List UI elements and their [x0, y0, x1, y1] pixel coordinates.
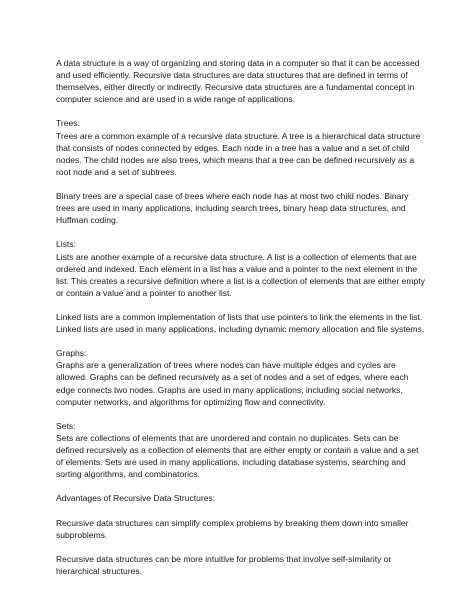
spacer: [56, 541, 426, 553]
lists-heading: Lists:: [56, 239, 76, 250]
spacer: [56, 299, 426, 311]
spacer: [56, 105, 426, 117]
spacer: [56, 504, 426, 516]
binary-trees-paragraph: Binary trees are a special case of trees where each node has at most two child nodes. Binary trees are used in many applications, including search trees, binary heap data structures, and Huffman coding.: [56, 191, 409, 226]
intro-paragraph: A data structure is a way of organizing and storing data in a computer so that it can be accessed and used efficiently. Recursive data structures are data structures that are defined in terms of themselves, either directly or indirectly. Recursive data structures are a fundamental concept in computer science and are used in a wide range of applications.: [56, 58, 420, 105]
spacer: [56, 480, 426, 492]
lists-paragraph: Lists are another example of a recursive data structure. A list is a collection of elements that are ordered and indexed. Each element in a list has a value and a pointer to the next element in the list. This creates a recursive definition where a list is a collection of elements that are either empty or contain a value and a pointer to another list.: [56, 251, 425, 298]
sets-heading: Sets:: [56, 420, 76, 431]
graphs-heading: Graphs:: [56, 348, 87, 359]
document-body: [56, 57, 426, 577]
spacer: [56, 408, 426, 420]
advantages-heading: Advantages of Recursive Data Structures:: [56, 493, 216, 504]
spacer: [56, 335, 426, 347]
spacer: [56, 226, 426, 238]
spacer: [56, 178, 426, 190]
sets-paragraph: Sets are collections of elements that are unordered and contain no duplicates. Sets can be defined recursively as a collection of elements that are either empty or contain a value and a set of elements. Sets are used in many applications, including database systems, searching and sorting algorithms, and combinatorics.: [56, 432, 419, 480]
advantages-paragraph-2: Recursive data structures can be more intuitive for problems that involve self-similarity or hierarchical structures.: [56, 553, 392, 576]
trees-paragraph: Trees are a common example of a recursive data structure. A tree is a hierarchical data structure that consists of nodes connected by edges. Each node in a tree has a value and a set of child nodes. The child nodes are also trees, which means that a tree can be defined recursively as a root node and a set of subtrees.: [56, 130, 421, 177]
advantages-paragraph-1: Recursive data structures can simplify complex problems by breaking them down into smaller subproblems.: [56, 517, 409, 540]
linked-lists-paragraph: Linked lists are a common implementation of lists that use pointers to link the elements in the list. Linked lists are used in many applications, including dynamic memory allocation and file systems.: [56, 311, 425, 335]
trees-heading: Trees:: [56, 118, 80, 129]
graphs-paragraph: Graphs are a generalization of trees where nodes can have multiple edges and cycles are allowed. Graphs can be defined recursively as a set of nodes and a set of edges, where each edge connects two nodes. Graphs are used in many applications, including social networks, computer networks, and algorithms for optimizing flow and connectivity.: [56, 360, 409, 407]
